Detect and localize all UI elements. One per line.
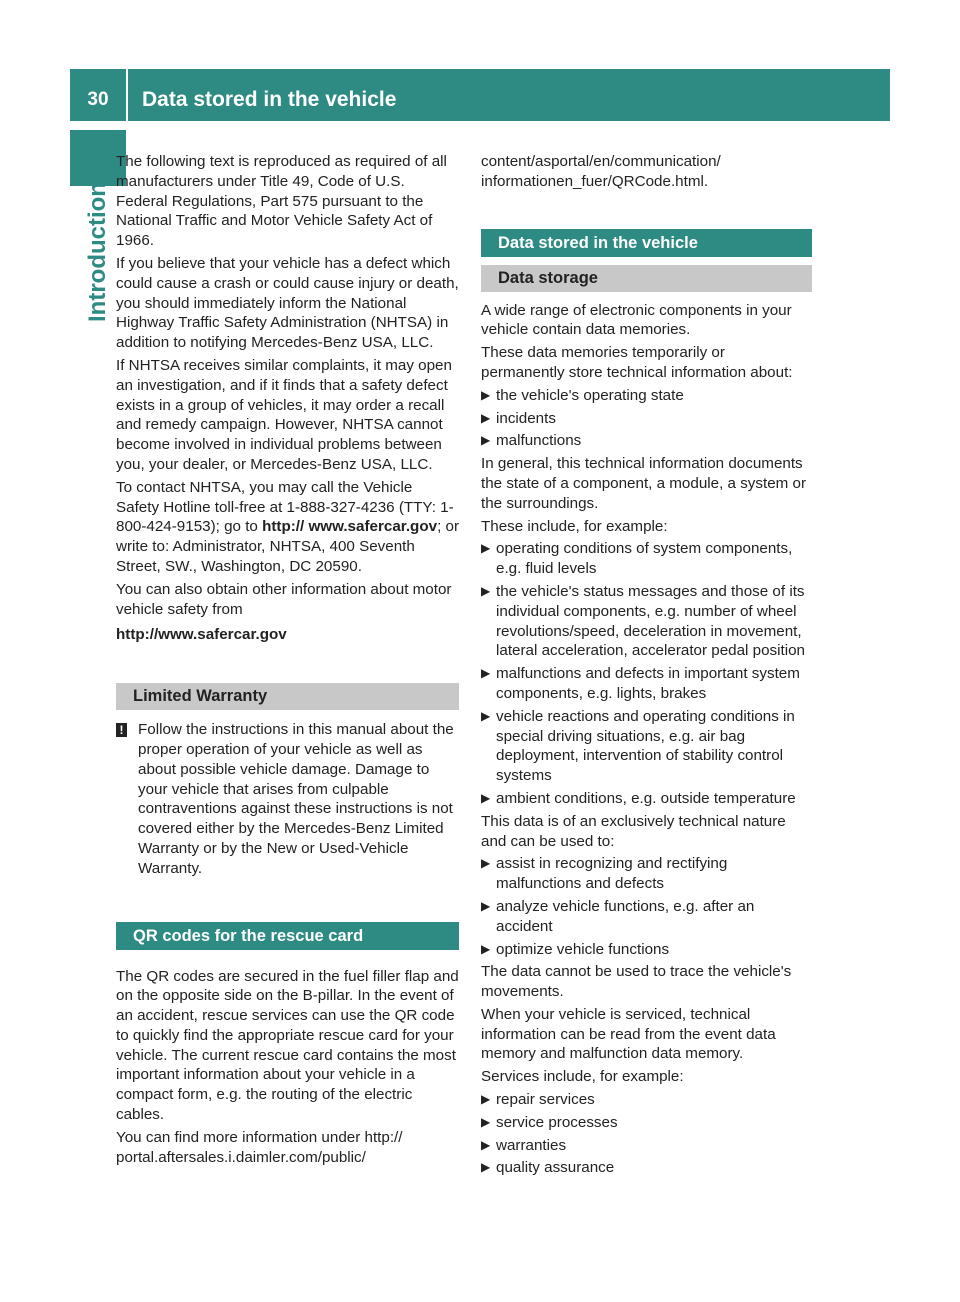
section-heading-data-stored: Data stored in the vehicle (481, 229, 812, 257)
paragraph: When your vehicle is serviced, technical information can be read from the event data memory and malfunction data memory. (481, 1005, 776, 1063)
left-column (116, 152, 459, 1170)
list-item: ▶ malfunctions and defects in important system components, e.g. lights, brakes (481, 665, 800, 702)
right-column (481, 152, 812, 1181)
list-item: ▶ ambient conditions, e.g. outside temperature (481, 789, 796, 807)
bullet-list (481, 386, 812, 451)
paragraph: The QR codes are secured in the fuel filler flap and on the opposite side on the B-pillar. In the event of an accident, rescue services can use the QR code to quickly find the appropriate rescue card for your vehicle. The current rescue card contains the most important information about your vehicle in a compact form, e.g. the routing of the electric cables. (116, 967, 459, 1124)
list-item: ▶ operating conditions of system components, e.g. fluid levels (481, 540, 793, 578)
safercar-link[interactable]: http:// www.safercar.gov (262, 518, 438, 536)
paragraph (116, 478, 459, 577)
bullet-icon: ▶ (481, 1160, 491, 1175)
list-item: ▶ analyze vehicle functions, e.g. after an accident (481, 897, 755, 935)
bullet-icon: ▶ (481, 387, 491, 402)
list-item: ▶ assist in recognizing and rectifying malfunctions and defects (481, 855, 728, 893)
bullet-icon: ▶ (481, 433, 491, 448)
bullet-icon: ▶ (481, 790, 491, 805)
paragraph: You can also obtain other information about motor vehicle safety from (116, 580, 452, 618)
paragraph: These data memories temporarily or permanently store technical information about: (481, 344, 793, 381)
list-item: ▶ vehicle reactions and operating conditions in special driving situations, e.g. air bag deployment, intervention of stability control systems (481, 707, 795, 785)
bullet-icon: ▶ (481, 583, 491, 598)
bullet-icon: ▶ (481, 1114, 491, 1129)
list-item: ▶ quality assurance (481, 1159, 615, 1177)
list-item: ▶ warranties (481, 1136, 567, 1154)
page-number: 30 (87, 89, 109, 110)
paragraph: The following text is reproduced as required of all manufacturers under Title 49, Code of U.S. Federal Regulations, Part 575 pursuant to the National Traffic and Motor Vehicle Safety Act of 1966. (116, 153, 447, 250)
paragraph: These include, for example: (481, 517, 668, 535)
paragraph: The data cannot be used to trace the vehicle's movements. (481, 963, 792, 1001)
list-item: ▶ repair services (481, 1091, 595, 1109)
list-item: ▶ the vehicle's operating state (481, 386, 684, 404)
bullet-list (481, 854, 812, 959)
bullet-icon: ▶ (481, 856, 491, 871)
bullet-icon: ▶ (481, 1137, 491, 1152)
section-heading-qr: QR codes for the rescue card (116, 922, 459, 950)
bullet-icon: ▶ (481, 898, 491, 913)
header-divider (126, 69, 128, 121)
bullet-icon: ▶ (481, 541, 491, 556)
text: To contact NHTSA, you may call the Vehicle Safety Hotline toll-free at 1-888-327-4236 (TTY: 1-800-424-9153); go to (116, 478, 454, 536)
paragraph: If NHTSA receives similar complaints, it may open an investigation, and if it finds that a safety defect exists in a group of vehicles, it may order a recall and remedy campaign. However, NHTSA cannot become involved in individual problems between you, your dealer, or Mercedes-Benz USA, LLC. (116, 356, 452, 473)
side-tab-label: Introduction (84, 182, 111, 322)
bullet-list (481, 539, 812, 808)
paragraph: Services include, for example: (481, 1068, 684, 1086)
list-item: ▶ incidents (481, 409, 556, 427)
list-item: ▶ optimize vehicle functions (481, 940, 670, 958)
bullet-list (481, 1090, 812, 1178)
text: ; or write to: Administrator, NHTSA, 400 Seventh Street, SW., Washington, DC 20590. (116, 518, 460, 575)
list-item: ▶ malfunctions (481, 432, 582, 450)
list-item: ▶ the vehicle's status messages and those of its individual components, e.g. number of wheel revolutions/speed, deceleration in movement, lateral acceleration, accelerator pedal position (481, 582, 805, 660)
warning-text: Follow the instructions in this manual about the proper operation of your vehicle as well as about possible vehicle damage. Damage to your vehicle that arises from culpable contraventions against these instructions is not covered either by the Mercedes-Benz Limited Warranty or by the New or Used-Vehicle Warranty. (138, 721, 454, 877)
sub-heading-data-storage: Data storage (481, 265, 812, 292)
paragraph: In general, this technical information documents the state of a component, a module, a system or the surroundings. (481, 455, 807, 512)
paragraph: If you believe that your vehicle has a defect which could cause a crash or could cause injury or death, you should immediately inform the National Highway Traffic Safety Administration (NHTSA) in addition to notifying Mercedes-Benz USA, LLC. (116, 254, 459, 352)
paragraph: A wide range of electronic components in your vehicle contain data memories. (481, 301, 792, 339)
bullet-icon: ▶ (481, 941, 491, 956)
paragraph: This data is of an exclusively technical nature and can be used to: (481, 812, 786, 850)
paragraph: You can find more information under http:// portal.aftersales.i.daimler.com/public/ (116, 1128, 403, 1166)
warning-note (116, 720, 459, 878)
section-heading-warranty: Limited Warranty (116, 683, 459, 710)
bullet-icon: ▶ (481, 708, 491, 723)
page-title: Data stored in the vehicle (142, 88, 397, 111)
warning-icon: ! (116, 723, 127, 737)
bullet-icon: ▶ (481, 410, 491, 425)
paragraph: content/asportal/en/communication/ informationen_fuer/QRCode.html. (481, 153, 721, 190)
bullet-icon: ▶ (481, 1092, 491, 1107)
list-item: ▶ service processes (481, 1113, 618, 1131)
safercar-url[interactable]: http://www.safercar.gov (116, 626, 287, 644)
bullet-icon: ▶ (481, 666, 491, 681)
